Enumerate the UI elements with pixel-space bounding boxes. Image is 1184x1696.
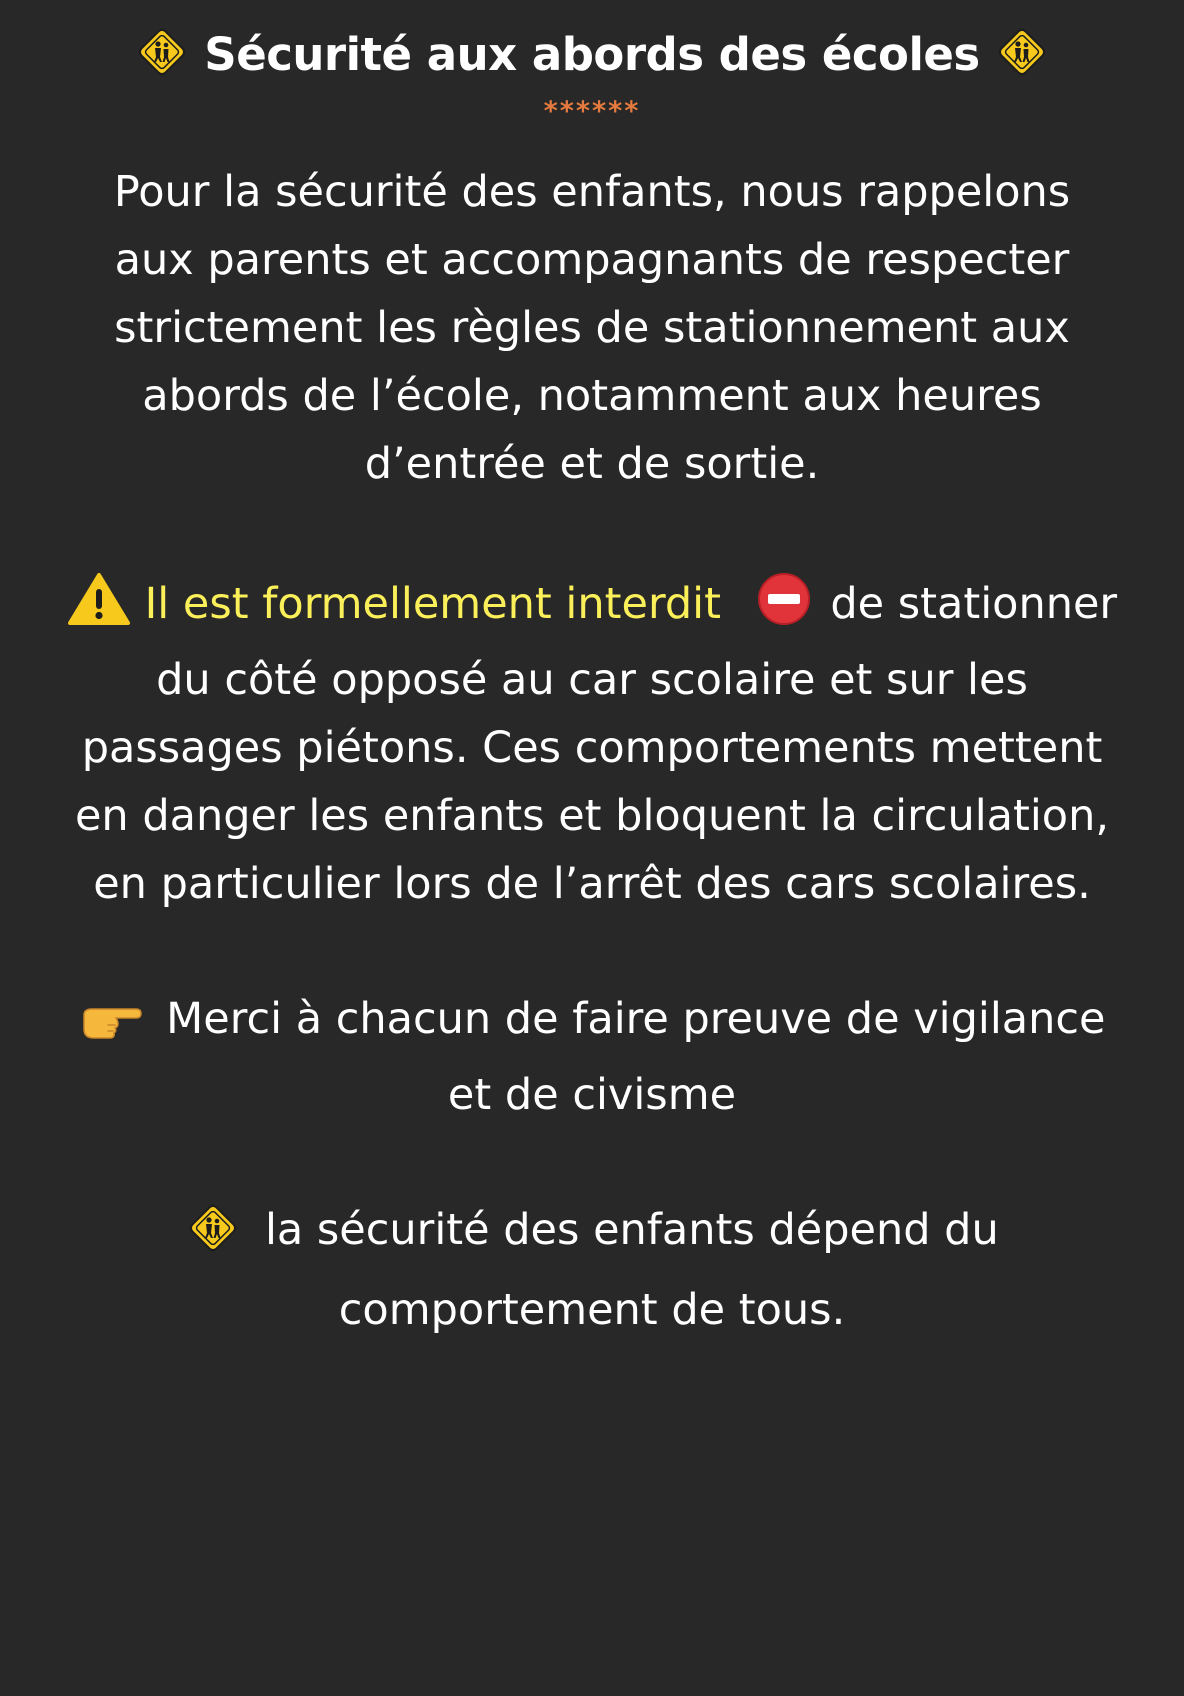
school-crossing-sign-icon: [185, 1200, 241, 1276]
page-title: Sécurité aux abords des écoles: [204, 27, 980, 81]
warning-icon: [67, 572, 131, 646]
text-line: en danger les enfants et bloquent la circulation,: [74, 791, 1110, 841]
text-line: abords de l’école, notamment aux heures: [142, 371, 1042, 421]
school-crossing-sign-icon: [994, 24, 1050, 84]
pointing-hand-icon: [78, 993, 144, 1061]
prohibition-text: Il est formellement interdit: [144, 579, 721, 629]
text-line: Pour la sécurité des enfants, nous rappelons: [113, 167, 1071, 217]
paragraph-warning: [0, 570, 1184, 918]
thanks-line: [0, 985, 1184, 1061]
thanks-text: Merci à chacun de faire preuve de vigilance: [166, 994, 1106, 1044]
text-line: strictement les règles de stationnement aux: [114, 303, 1070, 353]
text-line: et de civisme: [447, 1070, 737, 1120]
text-line: d’entrée et de sortie.: [364, 439, 820, 489]
school-crossing-sign-icon: [134, 24, 190, 84]
paragraph-conclusion: [0, 1196, 1184, 1344]
text-line: en particulier lors de l’arrêt des cars scolaires.: [93, 859, 1091, 909]
warning-line-rest: de stationner: [830, 579, 1118, 629]
text-line: comportement de tous.: [338, 1285, 846, 1335]
paragraph-thanks: [0, 985, 1184, 1129]
text-line: passages piétons. Ces comportements mettent: [81, 723, 1103, 773]
no-entry-icon: [757, 572, 811, 646]
conclusion-line: [0, 1196, 1184, 1276]
separator-stars: ******: [543, 96, 641, 127]
text-line: aux parents et accompagnants de respecter: [114, 235, 1070, 285]
paragraph-intro: [0, 158, 1184, 498]
title-row: [0, 22, 1184, 86]
text-line: du côté opposé au car scolaire et sur les: [156, 655, 1028, 705]
conclusion-text: la sécurité des enfants dépend du: [264, 1205, 999, 1255]
warning-line: [0, 570, 1184, 646]
